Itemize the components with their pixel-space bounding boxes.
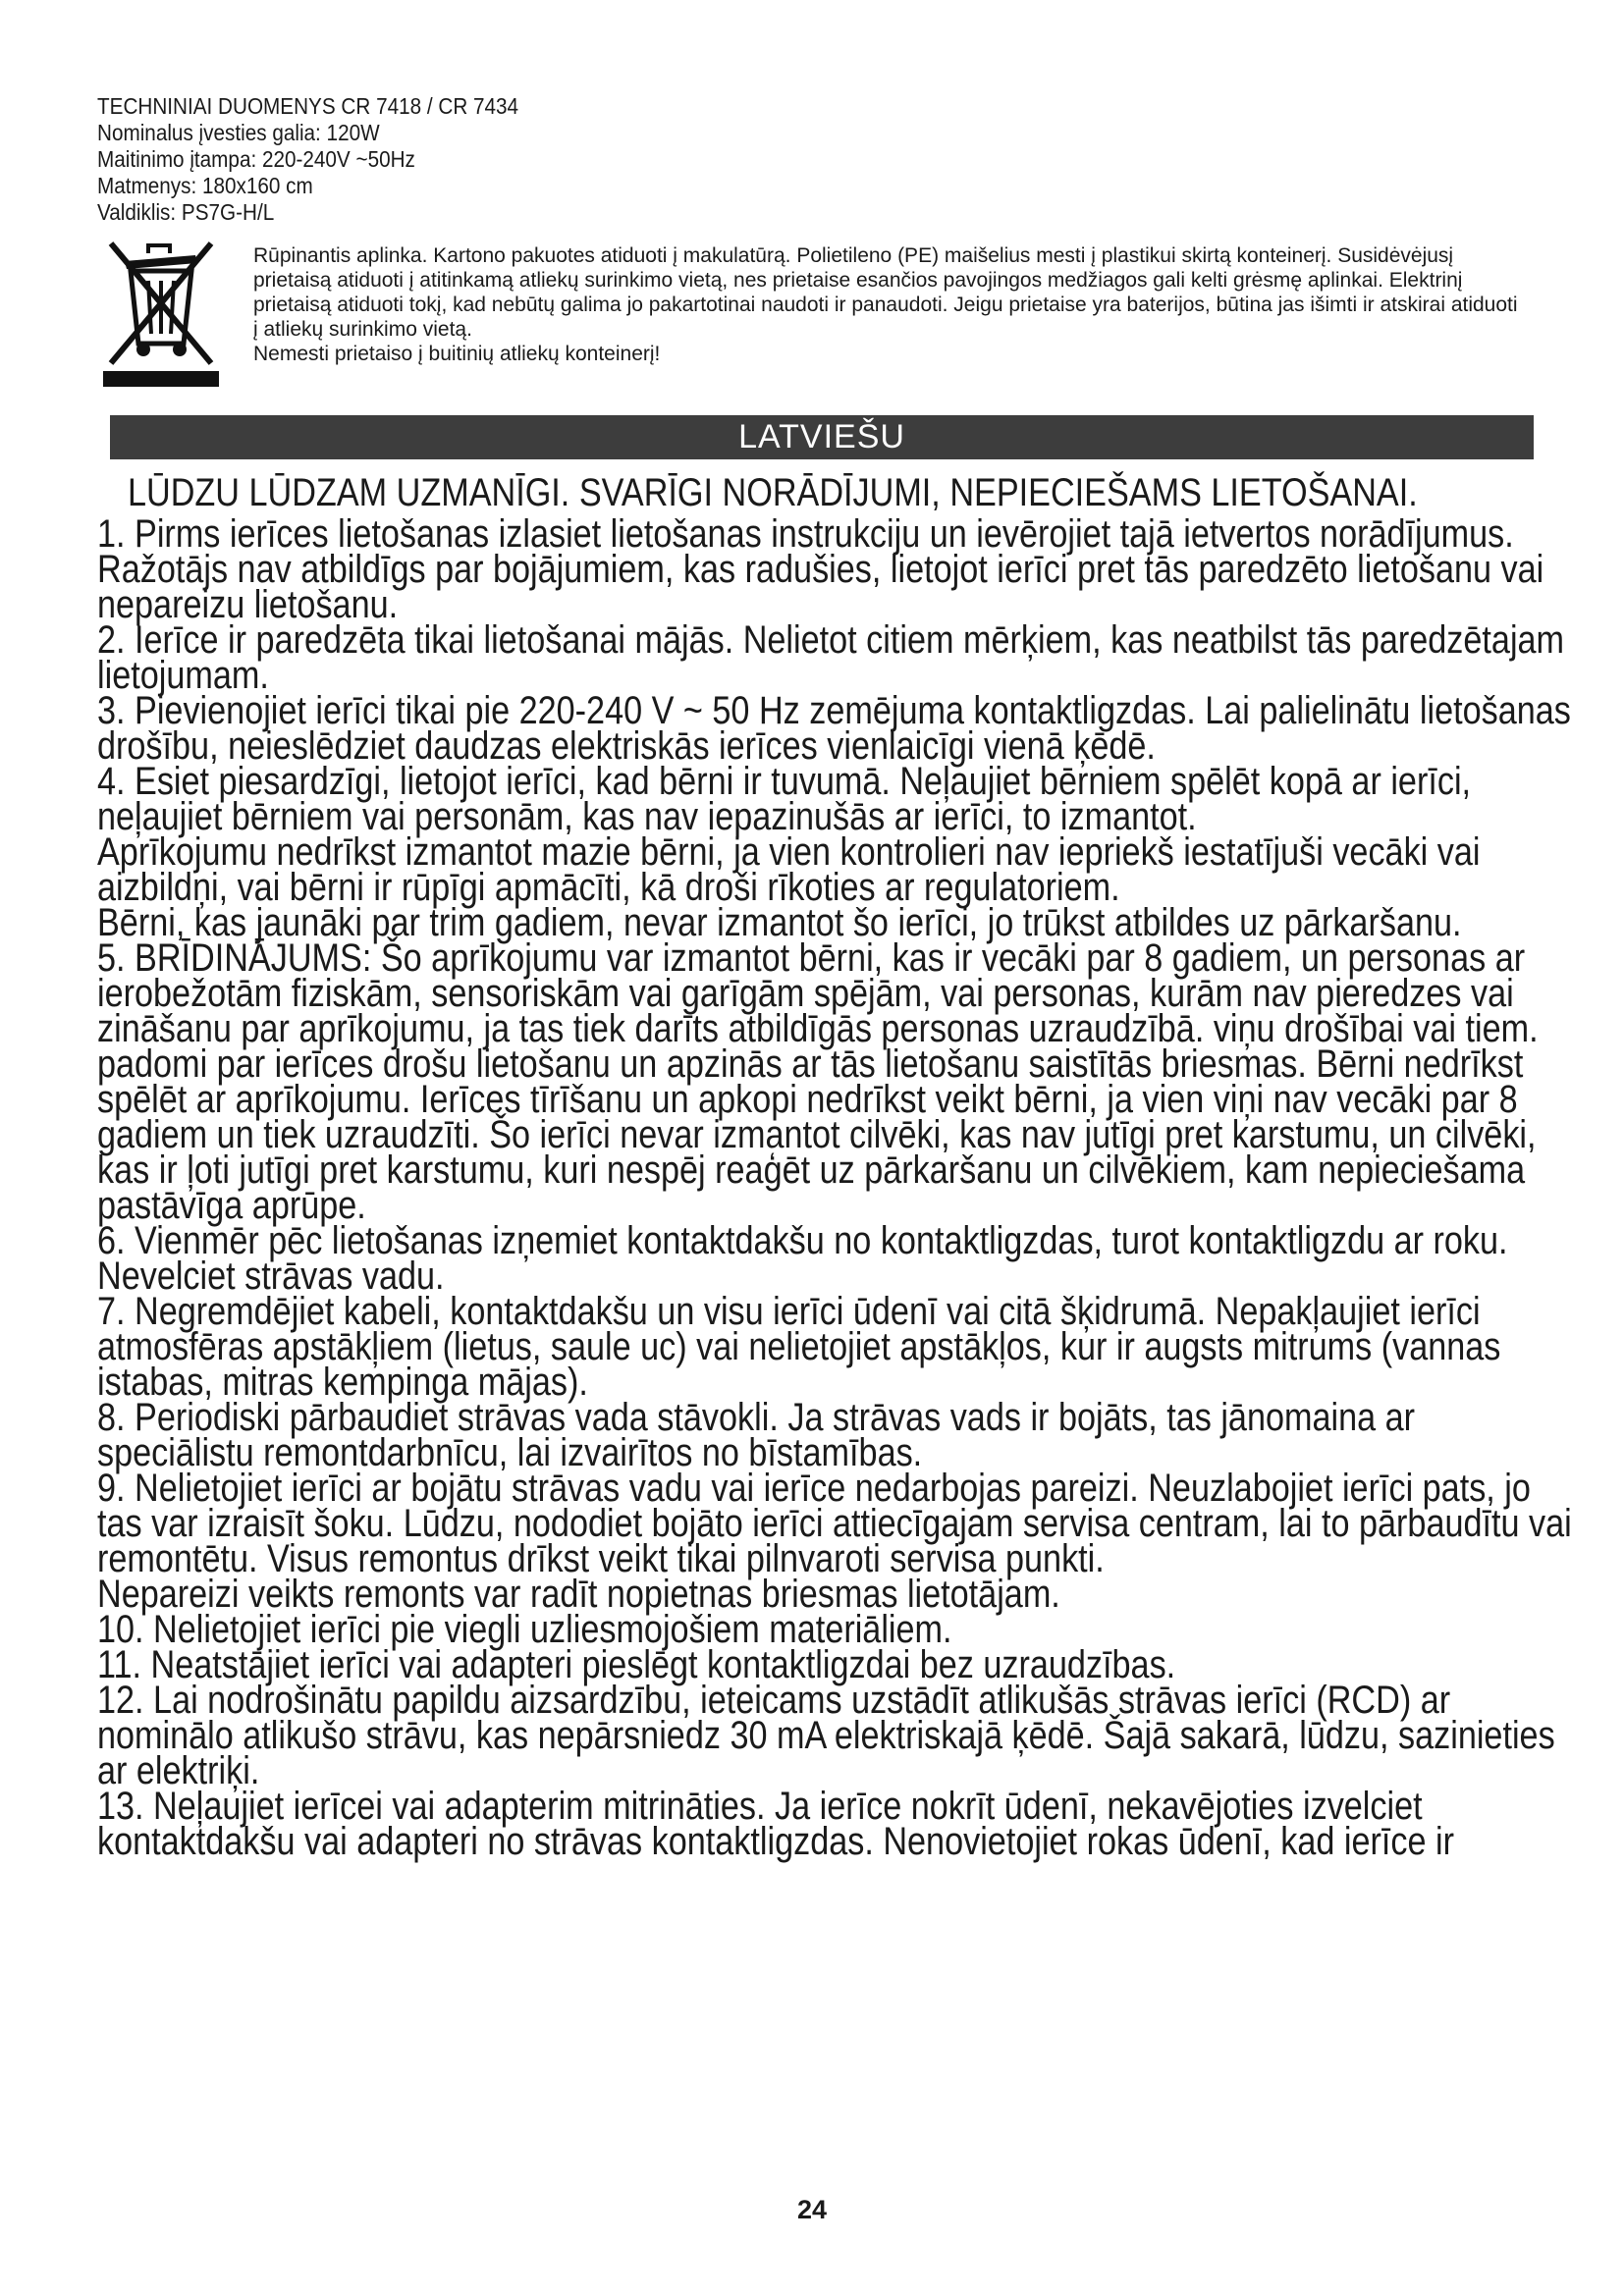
technical-data-line: Matmenys: 180x160 cm [97,173,313,198]
technical-data-line: Nominalus įvesties galia: 120W [97,120,380,145]
instruction-paragraph: 5. BRĪDINĀJUMS: Šo aprīkojumu var izmantot bērni, kas ir vecāki par 8 gadiem, un personas ar ierobežotām fiziskām, sensoriskām vai garīgām spējām, vai personas, kurām nav pieredzes vai zināšanu par aprīkojumu, ja tas tiek darīts atbildīgās personas uzraudzībā. viņu drošībai vai tiem. padomi par ierīces drošu lietošanu un apzinās ar tās lietošanu saistītās briesmas. Bērni nedrīkst spēlēt ar aprīkojumu. Ierīces tīrīšanu un apkopi nedrīkst veikt bērni, ja vien viņi nav vecāki par 8 gadiem un tiek uzraudzīti. Šo ierīci nevar izmantot cilvēki, kas nav jutīgi pret karstumu, un cilvēki, kas ir ļoti jutīgi pret karstumu, kuri nespēj reaģēt uz pārkaršanu un cilvēkiem, kam nepieciešama pastāvīga aprūpe. [97,936,1539,1227]
instruction-paragraph: Bērni, kas jaunāki par trim gadiem, nevar izmantot šo ierīci, jo trūkst atbildes uz pārkaršanu. [97,901,1462,944]
page-number: 24 [796,2195,828,2224]
instruction-paragraph: 6. Vienmēr pēc lietošanas izņemiet kontaktdakšu no kontaktligzdas, turot kontaktligzdu ar roku. Nevelciet strāvas vadu. [97,1219,1508,1298]
instruction-paragraph: 9. Nelietojiet ierīci ar bojātu strāvas vadu vai ierīce nedarbojas pareizi. Neuzlabojiet ierīci pats, jo tas var izraisīt šoku. Lūdzu, nododiet bojāto ierīci attiecīgajam servisa centram, lai to pārbaudītu vai remontētu. Visus remontus drīkst veikt tikai pilnvaroti servisa punkti. [97,1467,1572,1580]
instruction-paragraph: 1. Pirms ierīces lietošanas izlasiet lietošanas instrukciju un ievērojiet tajā ietvertos norādījumus. Ražotājs nav atbildīgs par bojājumiem, kas radušies, lietojot ierīci pret tās paredzēto lietošanu vai nepareizu lietošanu. [97,512,1544,626]
instruction-paragraph: 3. Pievienojiet ierīci tikai pie 220-240 V ~ 50 Hz zemējuma kontaktligzdas. Lai palielinātu lietošanas drošību, neieslēdziet daudzas elektriskās ierīces vienlaicīgi vienā ķēdē. [97,689,1571,768]
instruction-paragraph: 8. Periodiski pārbaudiet strāvas vada stāvokli. Ja strāvas vads ir bojāts, tas jānomaina ar speciālistu remontdarbnīcu, lai izvairītos no bīstamības. [97,1396,1416,1474]
instruction-paragraph: 12. Lai nodrošinātu papildu aizsardzību, ieteicams uzstādīt atlikušās strāvas ierīci (RCD) ar nominālo atlikušo strāvu, kas nepārsniedz 30 mA elektriskajā ķēdē. Šajā sakarā, lūdzu, sazinieties ar elektriķi. [97,1679,1555,1792]
environment-notice [253,243,1520,366]
instruction-paragraph: 4. Esiet piesardzīgi, lietojot ierīci, kad bērni ir tuvumā. Neļaujiet bērniem spēlēt kopā ar ierīci, neļaujiet bērniem vai personām, kas nav iepazinušās ar ierīci, to izmantot. [97,760,1472,838]
instruction-paragraph: 13. Neļaujiet ierīcei vai adapterim mitrināties. Ja ierīce nokrīt ūdenī, nekavējoties izvelciet kontaktdakšu vai adapteri no strāvas kontaktligzdas. Nenovietojiet rokas ūdenī, kad ierīce ir [97,1785,1455,1863]
instruction-paragraph: 11. Neatstājiet ierīci vai adapteri pieslēgt kontaktligzdai bez uzraudzības. [97,1643,1176,1686]
technical-data [97,93,893,226]
section-title: LATVIEŠU [738,418,905,455]
instruction-paragraph: 10. Nelietojiet ierīci pie viegli uzliesmojošiem materiāliem. [97,1608,952,1651]
crossed-out-wheelie-bin-icon [97,234,225,391]
environment-text: Rūpinantis aplinka. Kartono pakuotes atiduoti į makulatūrą. Polietileno (PE) maišelius mesti į plastikui skirtą konteinerį. Susidėvėjusį prietaisą atiduoti į atitinkamą atliekų surinkimo vietą, nes prietaise esančios pavojingos medžiagos gali kelti grėsmę aplinkai. Elektrinį prietaisą atiduoti tokį, kad nebūtų galima jo pakartotinai naudoti ir panaudoti. Jeigu prietaise yra baterijos, būtina jas išimti ir atskirai atiduoti į atliekų surinkimo vietą. [253,244,1518,341]
instruction-paragraph: 7. Negremdējiet kabeli, kontaktdakšu un visu ierīci ūdenī vai citā šķidrumā. Nepakļaujiet ierīci atmosfēras apstākļiem (lietus, saule uc) vai nelietojiet apstākļos, kur ir augsts mitrums (vannas istabas, mitras kempinga mājas). [97,1290,1501,1404]
main-heading: LŪDZU LŪDZAM UZMANĪGI. SVARĪGI NORĀDĪJUMI, NEPIECIEŠAMS LIETOŠANAI. [128,471,1418,514]
instruction-paragraph: Nepareizi veikts remonts var radīt nopietnas briesmas lietotājam. [97,1573,1060,1616]
instructions-list [97,512,1575,1863]
technical-data-line: Maitinimo įtampa: 220-240V ~50Hz [97,146,415,172]
environment-note: Nemesti prietaiso į buitinių atliekų konteinerį! [253,343,661,365]
instruction-paragraph: Aprīkojumu nedrīkst izmantot mazie bērni, ja vien kontrolieri nav iepriekš iestatījuši vecāki vai aizbildņi, vai bērni ir rūpīgi apmācīti, kā droši rīkoties ar regulatoriem. [97,830,1481,909]
section-title-bar [110,415,1534,459]
technical-data-line: Valdiklis: PS7G-H/L [97,199,275,225]
instruction-paragraph: 2. Ierīce ir paredzēta tikai lietošanai mājās. Nelietot citiem mērķiem, kas neatbilst tās paredzētajam lietojumam. [97,618,1565,697]
technical-data-title: TECHNINIAI DUOMENYS CR 7418 / CR 7434 [97,93,519,119]
